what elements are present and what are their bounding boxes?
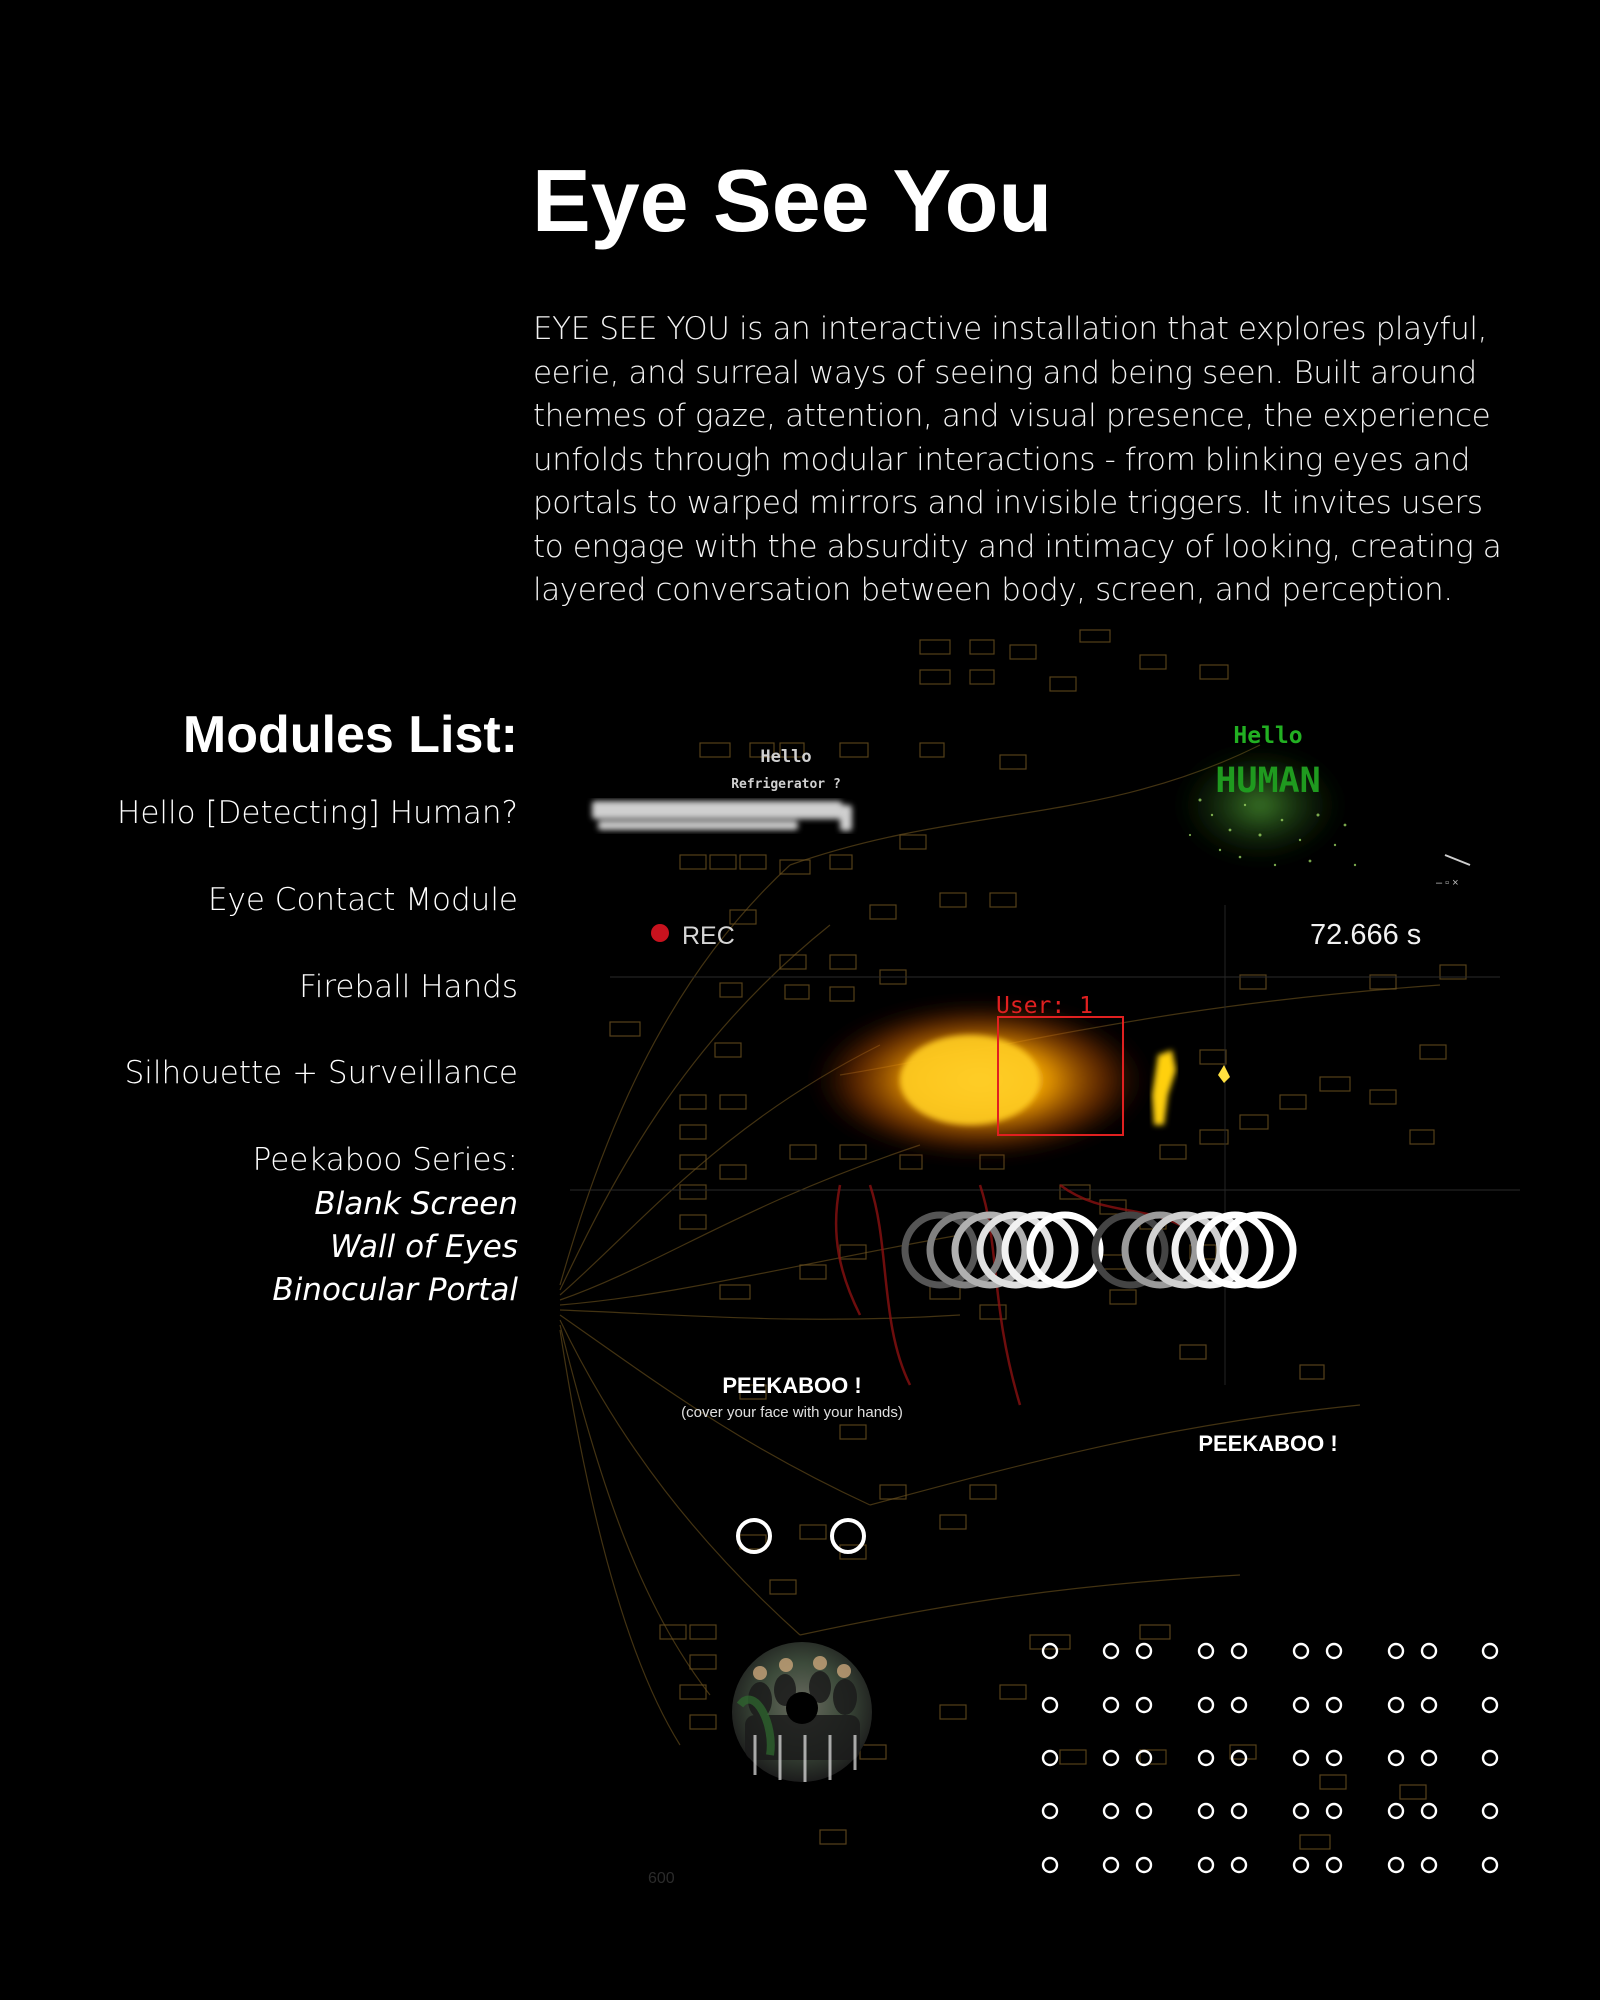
wall-eye-icon (1043, 1751, 1057, 1765)
window-controls-icon: – ▫ × (1436, 877, 1459, 889)
wall-eye-icon (1137, 1804, 1151, 1818)
wall-eye-icon (1327, 1698, 1341, 1712)
wall-eye-icon (1389, 1804, 1403, 1818)
module-subitem-wall-of-eyes: Wall of Eyes (330, 1229, 518, 1265)
wall-eye-icon (1389, 1698, 1403, 1712)
peekaboo-blank-screen-hint: (cover your face with your hands) (681, 1404, 903, 1421)
timer-readout: 72.666 s (1310, 919, 1422, 951)
wall-eye-icon (1104, 1698, 1118, 1712)
wall-eye-icon (1483, 1644, 1497, 1658)
user-detection-label: User: 1 (996, 993, 1093, 1019)
blurred-text-icon (592, 801, 852, 831)
wall-eye-icon (1199, 1858, 1213, 1872)
module-subitem-blank-screen: Blank Screen (314, 1186, 518, 1222)
wall-eye-icon (1043, 1698, 1057, 1712)
wall-eye-icon (1137, 1751, 1151, 1765)
wall-of-eyes-grid (1043, 1644, 1497, 1872)
wall-eye-icon (1483, 1698, 1497, 1712)
wall-eye-icon (1199, 1644, 1213, 1658)
wall-eye-icon (1043, 1858, 1057, 1872)
wall-eye-icon (1327, 1858, 1341, 1872)
rec-label: REC (682, 922, 735, 950)
modules-heading: Modules List: (182, 706, 518, 764)
wall-eye-icon (1294, 1644, 1308, 1658)
module-subitem-binocular-portal: Binocular Portal (272, 1272, 518, 1308)
wall-eye-icon (1389, 1644, 1403, 1658)
wall-eye-icon (1232, 1858, 1246, 1872)
wall-eye-icon (1483, 1858, 1497, 1872)
hello-small-label: Hello (760, 747, 812, 767)
project-description: EYE SEE YOU is an interactive installation that explores playful, eerie, and surreal ways of seeing and being seen. Built around themes of gaze, attention, and visual presence, the experience unfolds through modular interactions - from blinking eyes and portals to warped mirrors and invisible triggers. It invites users to engage with the absurdity and intimacy of looking, creating a layered conversation between body, screen, and perception. (533, 311, 1502, 608)
wall-eye-icon (1232, 1804, 1246, 1818)
wall-eye-icon (1389, 1751, 1403, 1765)
module-item-hello-human: Hello [Detecting] Human? (117, 795, 518, 831)
rec-dot-icon (651, 924, 669, 942)
human-green-label: HUMAN (1215, 761, 1321, 801)
peekaboo-blank-screen-title: PEEKABOO ! (722, 1373, 862, 1398)
wall-eye-icon (1232, 1698, 1246, 1712)
wall-eye-icon (1389, 1858, 1403, 1872)
eye-rings-right (1095, 1215, 1293, 1285)
wall-eye-icon (1104, 1644, 1118, 1658)
binocular-portal-photo (732, 1642, 872, 1782)
wall-eye-icon (1104, 1804, 1118, 1818)
module-item-fireball-hands: Fireball Hands (299, 969, 518, 1005)
wall-eye-icon (1294, 1698, 1308, 1712)
wall-eye-icon (1327, 1644, 1341, 1658)
wall-eye-icon (1137, 1858, 1151, 1872)
peekaboo-wall-of-eyes-title: PEEKABOO ! (1198, 1431, 1338, 1456)
wall-eye-icon (1422, 1858, 1436, 1872)
fireball-core-icon (900, 1035, 1040, 1125)
cursor-slash-icon (1445, 855, 1470, 865)
module-item-silhouette-surveillance: Silhouette + Surveillance (124, 1055, 518, 1091)
wall-eye-icon (1043, 1804, 1057, 1818)
wall-eye-icon (1422, 1698, 1436, 1712)
wall-eye-icon (1232, 1644, 1246, 1658)
wall-eye-icon (1137, 1698, 1151, 1712)
wall-eye-icon (1483, 1804, 1497, 1818)
wall-eye-icon (1199, 1698, 1213, 1712)
flame-hand-icon (1152, 1050, 1176, 1125)
hello-green-label: Hello (1233, 723, 1303, 749)
eye-rings-left (905, 1215, 1100, 1285)
wall-eye-icon (1104, 1751, 1118, 1765)
binocular-left-eye-icon (738, 1520, 770, 1552)
wall-eye-icon (1043, 1644, 1057, 1658)
wall-eye-icon (1199, 1751, 1213, 1765)
module-item-peekaboo-series: Peekaboo Series: (252, 1142, 518, 1178)
wall-eye-icon (1232, 1751, 1246, 1765)
wall-eye-icon (1294, 1804, 1308, 1818)
wall-eye-icon (1422, 1644, 1436, 1658)
wall-eye-icon (1422, 1751, 1436, 1765)
wall-eye-icon (1327, 1804, 1341, 1818)
wall-eye-icon (1327, 1751, 1341, 1765)
wall-eye-icon (1294, 1858, 1308, 1872)
page-title: Eye See You (532, 151, 1053, 250)
wall-eye-icon (1104, 1858, 1118, 1872)
wall-eye-icon (1422, 1804, 1436, 1818)
refrigerator-label: Refrigerator ? (731, 777, 841, 792)
modules-collage (540, 625, 1520, 1930)
wall-eye-icon (1294, 1751, 1308, 1765)
wall-eye-icon (1137, 1644, 1151, 1658)
flame-spark-icon (1218, 1065, 1230, 1083)
module-item-eye-contact: Eye Contact Module (207, 882, 518, 918)
binocular-right-eye-icon (832, 1520, 864, 1552)
wall-eye-icon (1483, 1751, 1497, 1765)
faint-number-label: 600 (648, 1870, 675, 1887)
wall-eye-icon (1199, 1804, 1213, 1818)
